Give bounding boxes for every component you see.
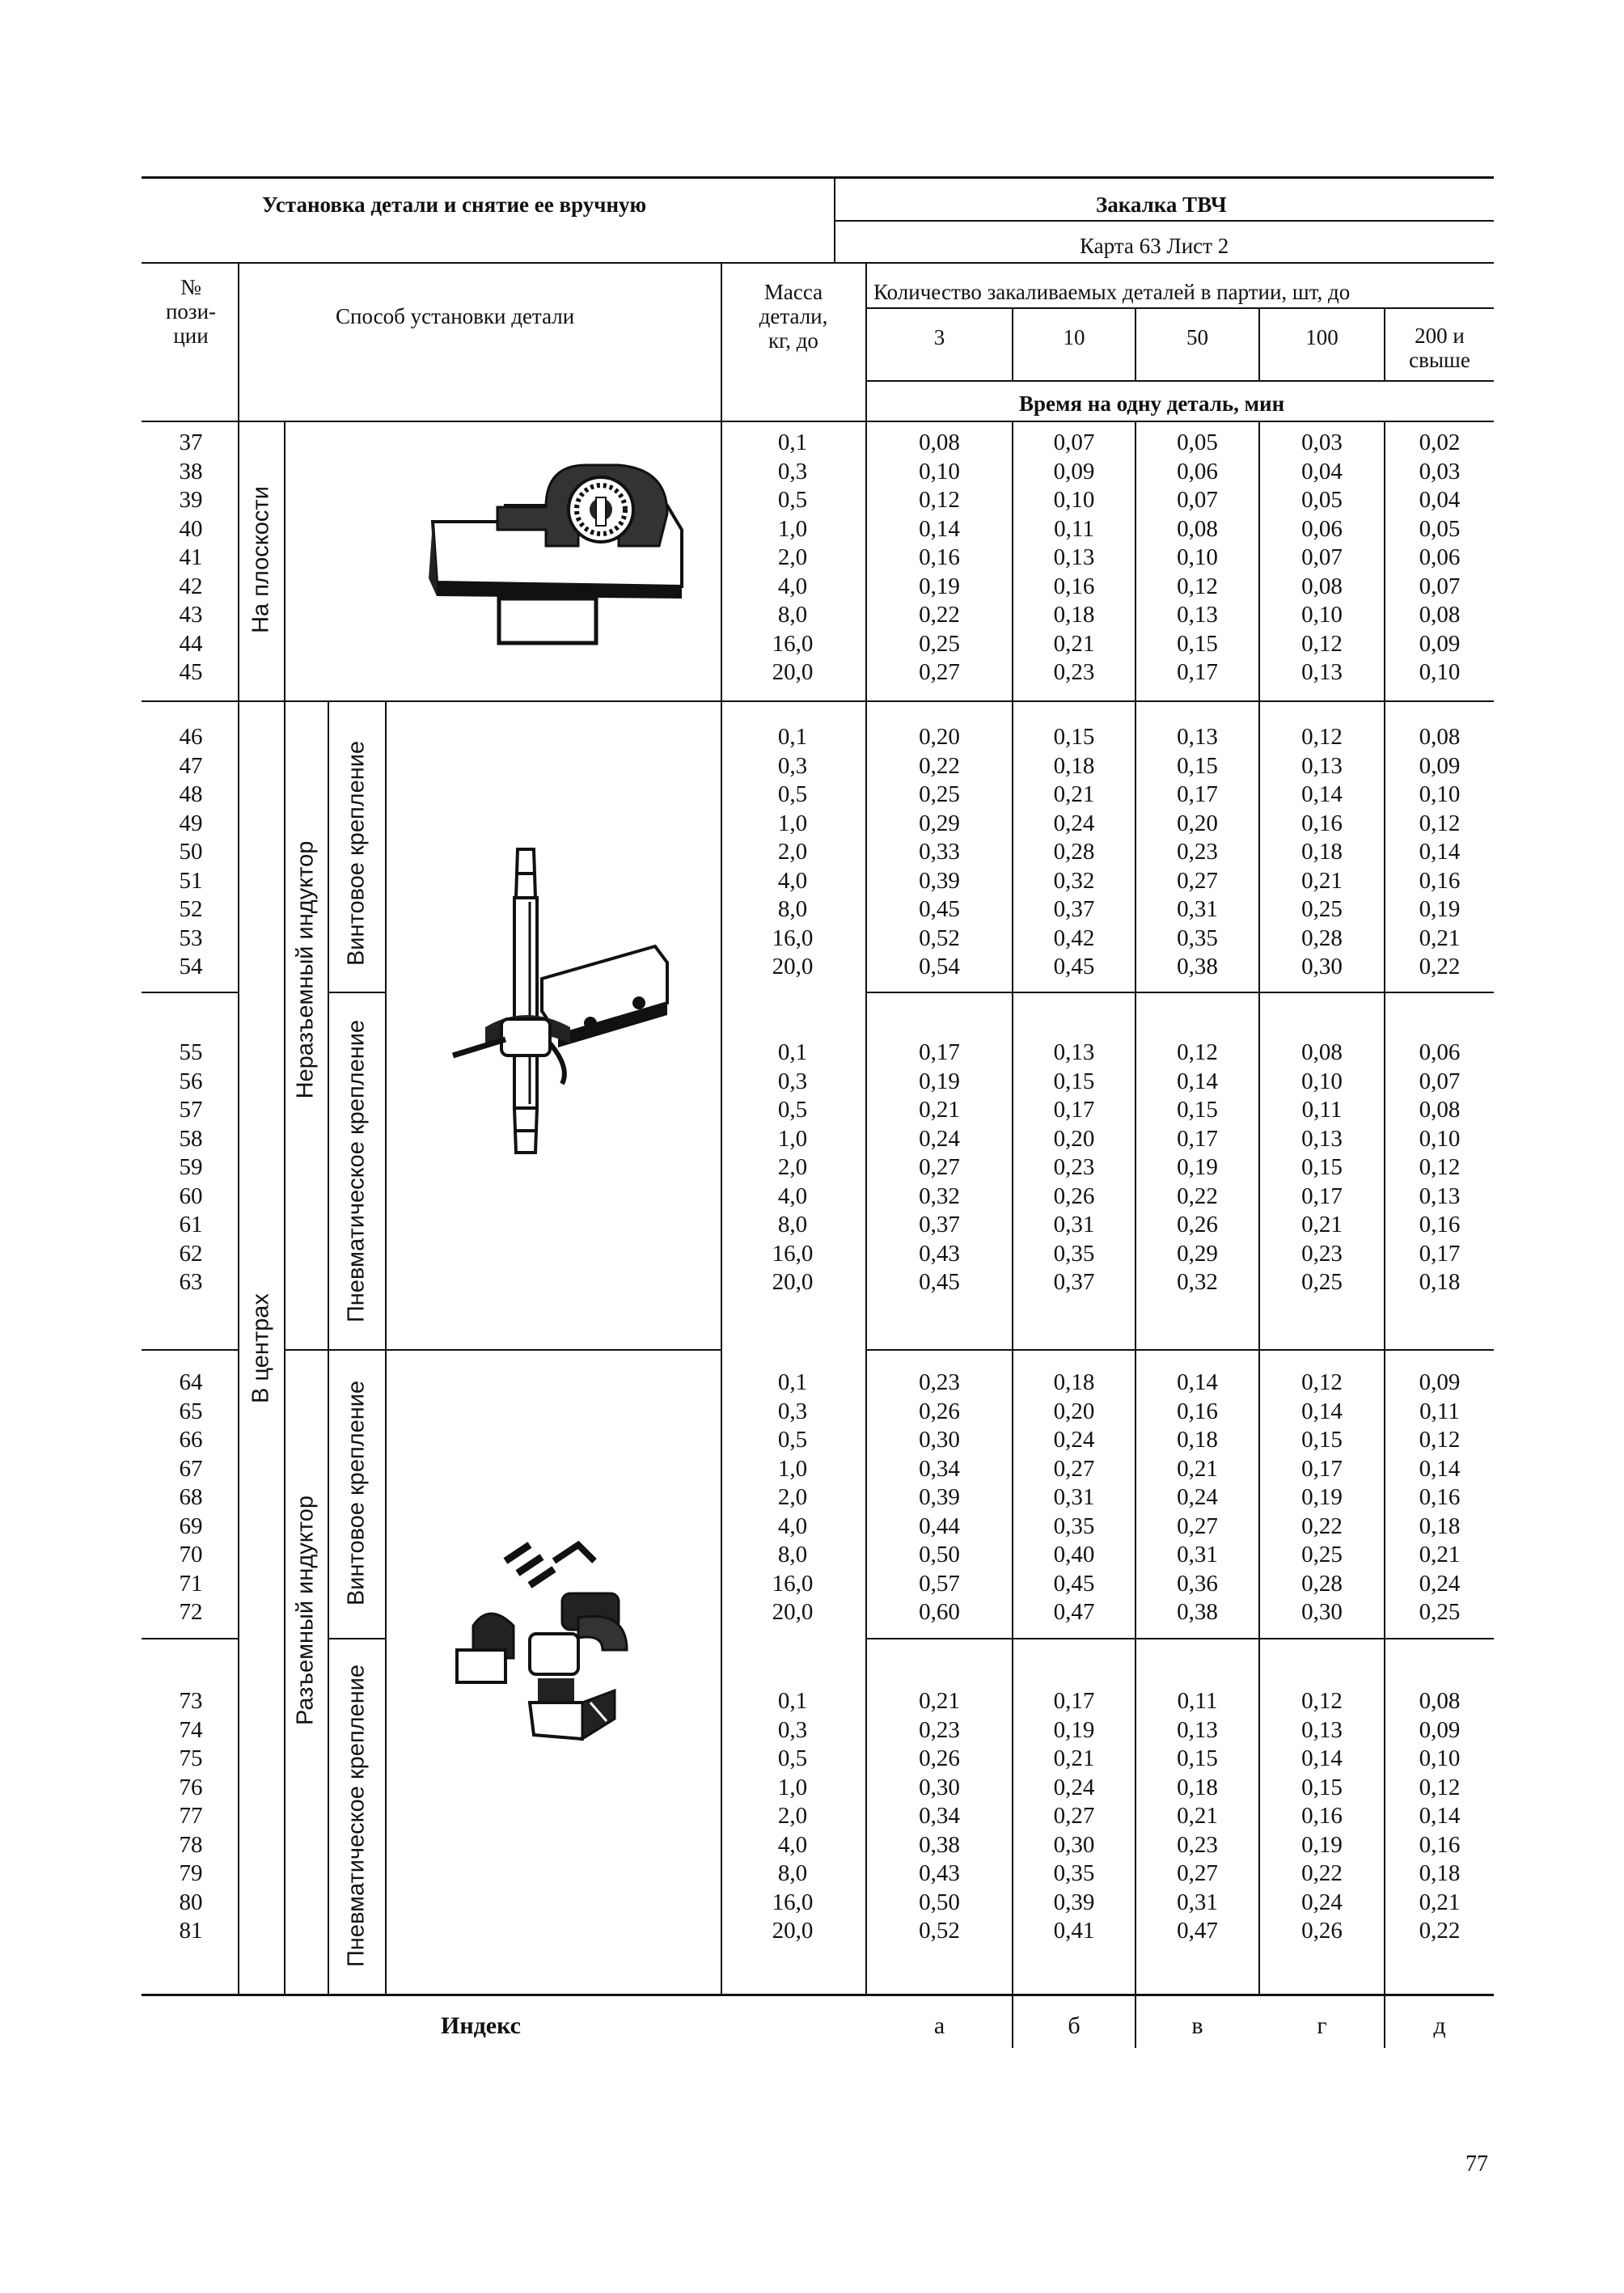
- index-letter-d: д: [1433, 2012, 1446, 2039]
- a-col: 0,21 0,23 0,26 0,30 0,34 0,38 0,43 0,50 0,52: [919, 1688, 960, 1944]
- nonsplit-inductor-drawing: [437, 841, 696, 1181]
- v-col: 0,12 0,14 0,15 0,17 0,19 0,22 0,26 0,29 0,32: [1177, 1039, 1218, 1295]
- page-number: 77: [1465, 2151, 1488, 2177]
- v-col: 0,14 0,16 0,18 0,21 0,24 0,27 0,31 0,36 0,38: [1177, 1369, 1218, 1625]
- mass-col: 0,1 0,3 0,5 1,0 2,0 4,0 8,0 16,0 20,0: [772, 429, 814, 685]
- method-line-centers: [284, 700, 285, 1995]
- col-line-method: [721, 262, 722, 1995]
- card-line: [834, 220, 1494, 222]
- index-letter-b: б: [1068, 2012, 1081, 2039]
- header-right-title: Закалка ТВЧ: [1096, 192, 1227, 217]
- group-rule-4-left: [142, 1638, 239, 1639]
- mass-col: 0,1 0,3 0,5 1,0 2,0 4,0 8,0 16,0 20,0: [772, 1688, 814, 1944]
- mass-col: 0,1 0,3 0,5 1,0 2,0 4,0 8,0 16,0 20,0: [772, 1369, 814, 1625]
- pos-col: 37 38 39 40 41 42 43 44 45: [179, 429, 203, 685]
- label-centers: В центрах: [247, 1293, 274, 1403]
- quantity-line: [865, 307, 1494, 309]
- header-left-title: Установка детали и снятие ее вручную: [262, 192, 647, 217]
- q-header-200-line: свыше: [1409, 348, 1470, 372]
- index-letter-a: а: [933, 2012, 945, 2039]
- mass-header-line: детали,: [759, 304, 828, 328]
- top-rule: [142, 176, 1494, 179]
- header-bottom-rule: [142, 262, 1494, 264]
- label-pneu-1: Пневматическое крепление: [343, 1019, 370, 1323]
- mass-header-line: Масса: [763, 280, 823, 304]
- g-col: 0,03 0,04 0,05 0,06 0,07 0,08 0,10 0,12 0,13: [1301, 429, 1343, 685]
- a-col: 0,20 0,22 0,25 0,29 0,33 0,39 0,45 0,52 0,54: [919, 724, 960, 979]
- d-col: 0,02 0,03 0,04 0,05 0,06 0,07 0,08 0,09 0,10: [1419, 429, 1461, 685]
- group-rule-2-mid: [328, 992, 385, 993]
- v-col: 0,13 0,15 0,17 0,20 0,23 0,27 0,31 0,35 0,38: [1177, 724, 1218, 979]
- method-line-fixing: [385, 700, 387, 1995]
- b-col: 0,18 0,20 0,24 0,27 0,31 0,35 0,40 0,45 0,47: [1053, 1369, 1095, 1625]
- d-col: 0,08 0,09 0,10 0,12 0,14 0,16 0,18 0,21 0,22: [1419, 1688, 1461, 1944]
- a-col: 0,23 0,26 0,30 0,34 0,39 0,44 0,50 0,57 0,60: [919, 1369, 960, 1625]
- b-col: 0,07 0,09 0,10 0,11 0,13 0,16 0,18 0,21 0,23: [1053, 429, 1095, 685]
- group-rule-3-right: [865, 1349, 1494, 1351]
- label-nonsplit: Неразъемный индуктор: [292, 840, 319, 1099]
- method-line-inductor: [328, 700, 329, 1995]
- v-col: 0,11 0,13 0,15 0,18 0,21 0,23 0,27 0,31 0,47: [1177, 1688, 1218, 1944]
- pos-col: 46 47 48 49 50 51 52 53 54: [179, 724, 203, 979]
- g-col: 0,12 0,13 0,14 0,16 0,18 0,21 0,25 0,28 0,30: [1301, 724, 1343, 979]
- index-letter-v: в: [1191, 2012, 1203, 2039]
- pos-column-header: [146, 275, 236, 348]
- g-col: 0,12 0,14 0,15 0,17 0,19 0,22 0,25 0,28 0,30: [1301, 1369, 1343, 1625]
- group-rule-4-right: [865, 1638, 1494, 1639]
- time-header: Время на одну деталь, мин: [1019, 391, 1285, 416]
- index-letter-g: г: [1317, 2012, 1327, 2039]
- q-header-200: [1385, 324, 1494, 372]
- group-rule-1: [142, 700, 1494, 702]
- pos-col: 55 56 57 58 59 60 61 62 63: [179, 1039, 203, 1295]
- group-rule-2-left: [142, 992, 239, 993]
- v-col: 0,05 0,06 0,07 0,08 0,10 0,12 0,13 0,15 0,17: [1177, 429, 1218, 685]
- label-screw-2: Винтовое крепление: [343, 1380, 370, 1606]
- pos-col: 64 65 66 67 68 69 70 71 72: [179, 1369, 203, 1625]
- q-header-100: 100: [1305, 325, 1339, 349]
- q-header-200-line: 200 и: [1415, 324, 1465, 348]
- d-col: 0,08 0,09 0,10 0,12 0,14 0,16 0,19 0,21 0,22: [1419, 724, 1461, 979]
- mass-col: 0,1 0,3 0,5 1,0 2,0 4,0 8,0 16,0 20,0: [772, 724, 814, 979]
- pos-header-line: ции: [173, 324, 209, 348]
- d-col: 0,09 0,11 0,12 0,14 0,16 0,18 0,21 0,24 0,25: [1419, 1369, 1461, 1625]
- group-rule-2-right: [865, 992, 1494, 993]
- q-header-3: 3: [933, 325, 945, 349]
- g-col: 0,12 0,13 0,14 0,15 0,16 0,19 0,22 0,24 0,26: [1301, 1688, 1343, 1944]
- a-col: 0,17 0,19 0,21 0,24 0,27 0,32 0,37 0,43 0,45: [919, 1039, 960, 1295]
- group-rule-3-mid: [284, 1349, 721, 1351]
- label-screw-1: Винтовое крепление: [343, 740, 370, 967]
- b-col: 0,17 0,19 0,21 0,24 0,27 0,30 0,35 0,39 0,41: [1053, 1688, 1095, 1944]
- method-column-header: Способ установки детали: [336, 304, 575, 328]
- q-header-50: 50: [1186, 325, 1208, 349]
- pos-header-line: пози-: [165, 299, 217, 324]
- table-head-bottom-rule: [142, 421, 1494, 422]
- g-col: 0,08 0,10 0,11 0,13 0,15 0,17 0,21 0,23 0,25: [1301, 1039, 1343, 1295]
- group-rule-3-left: [142, 1349, 239, 1351]
- index-label: Индекс: [441, 2012, 521, 2039]
- pos-col: 73 74 75 76 77 78 79 80 81: [179, 1688, 203, 1944]
- b-col: 0,15 0,18 0,21 0,24 0,28 0,32 0,37 0,42 0,45: [1053, 724, 1095, 979]
- split-inductor-drawing: [441, 1529, 683, 1787]
- q-header-10: 10: [1063, 325, 1085, 349]
- d-col: 0,06 0,07 0,08 0,10 0,12 0,13 0,16 0,17 0,18: [1419, 1039, 1461, 1295]
- mass-header-line: кг, до: [768, 328, 818, 353]
- col-line-pos: [238, 262, 239, 1995]
- flat-fixture-drawing: [425, 449, 700, 659]
- label-split: Разъемный индуктор: [292, 1495, 319, 1726]
- table-bottom-rule: [142, 1994, 1494, 1996]
- b-col: 0,13 0,15 0,17 0,20 0,23 0,26 0,31 0,35 0,37: [1053, 1039, 1095, 1295]
- label-pneu-2: Пневматическое крепление: [343, 1664, 370, 1968]
- mass-column-header: [722, 280, 865, 353]
- time-line: [865, 380, 1494, 382]
- method-line-flat: [284, 422, 285, 700]
- group-rule-4-mid: [328, 1638, 385, 1639]
- quantity-header: Количество закаливаемых деталей в партии, шт, до: [873, 280, 1351, 304]
- pos-header-line: №: [180, 275, 201, 299]
- a-col: 0,08 0,10 0,12 0,14 0,16 0,19 0,22 0,25 0,27: [919, 429, 960, 685]
- label-flat: На плоскости: [247, 486, 274, 633]
- header-card: Карта 63 Лист 2: [1080, 234, 1229, 258]
- mass-col: 0,1 0,3 0,5 1,0 2,0 4,0 8,0 16,0 20,0: [772, 1039, 814, 1295]
